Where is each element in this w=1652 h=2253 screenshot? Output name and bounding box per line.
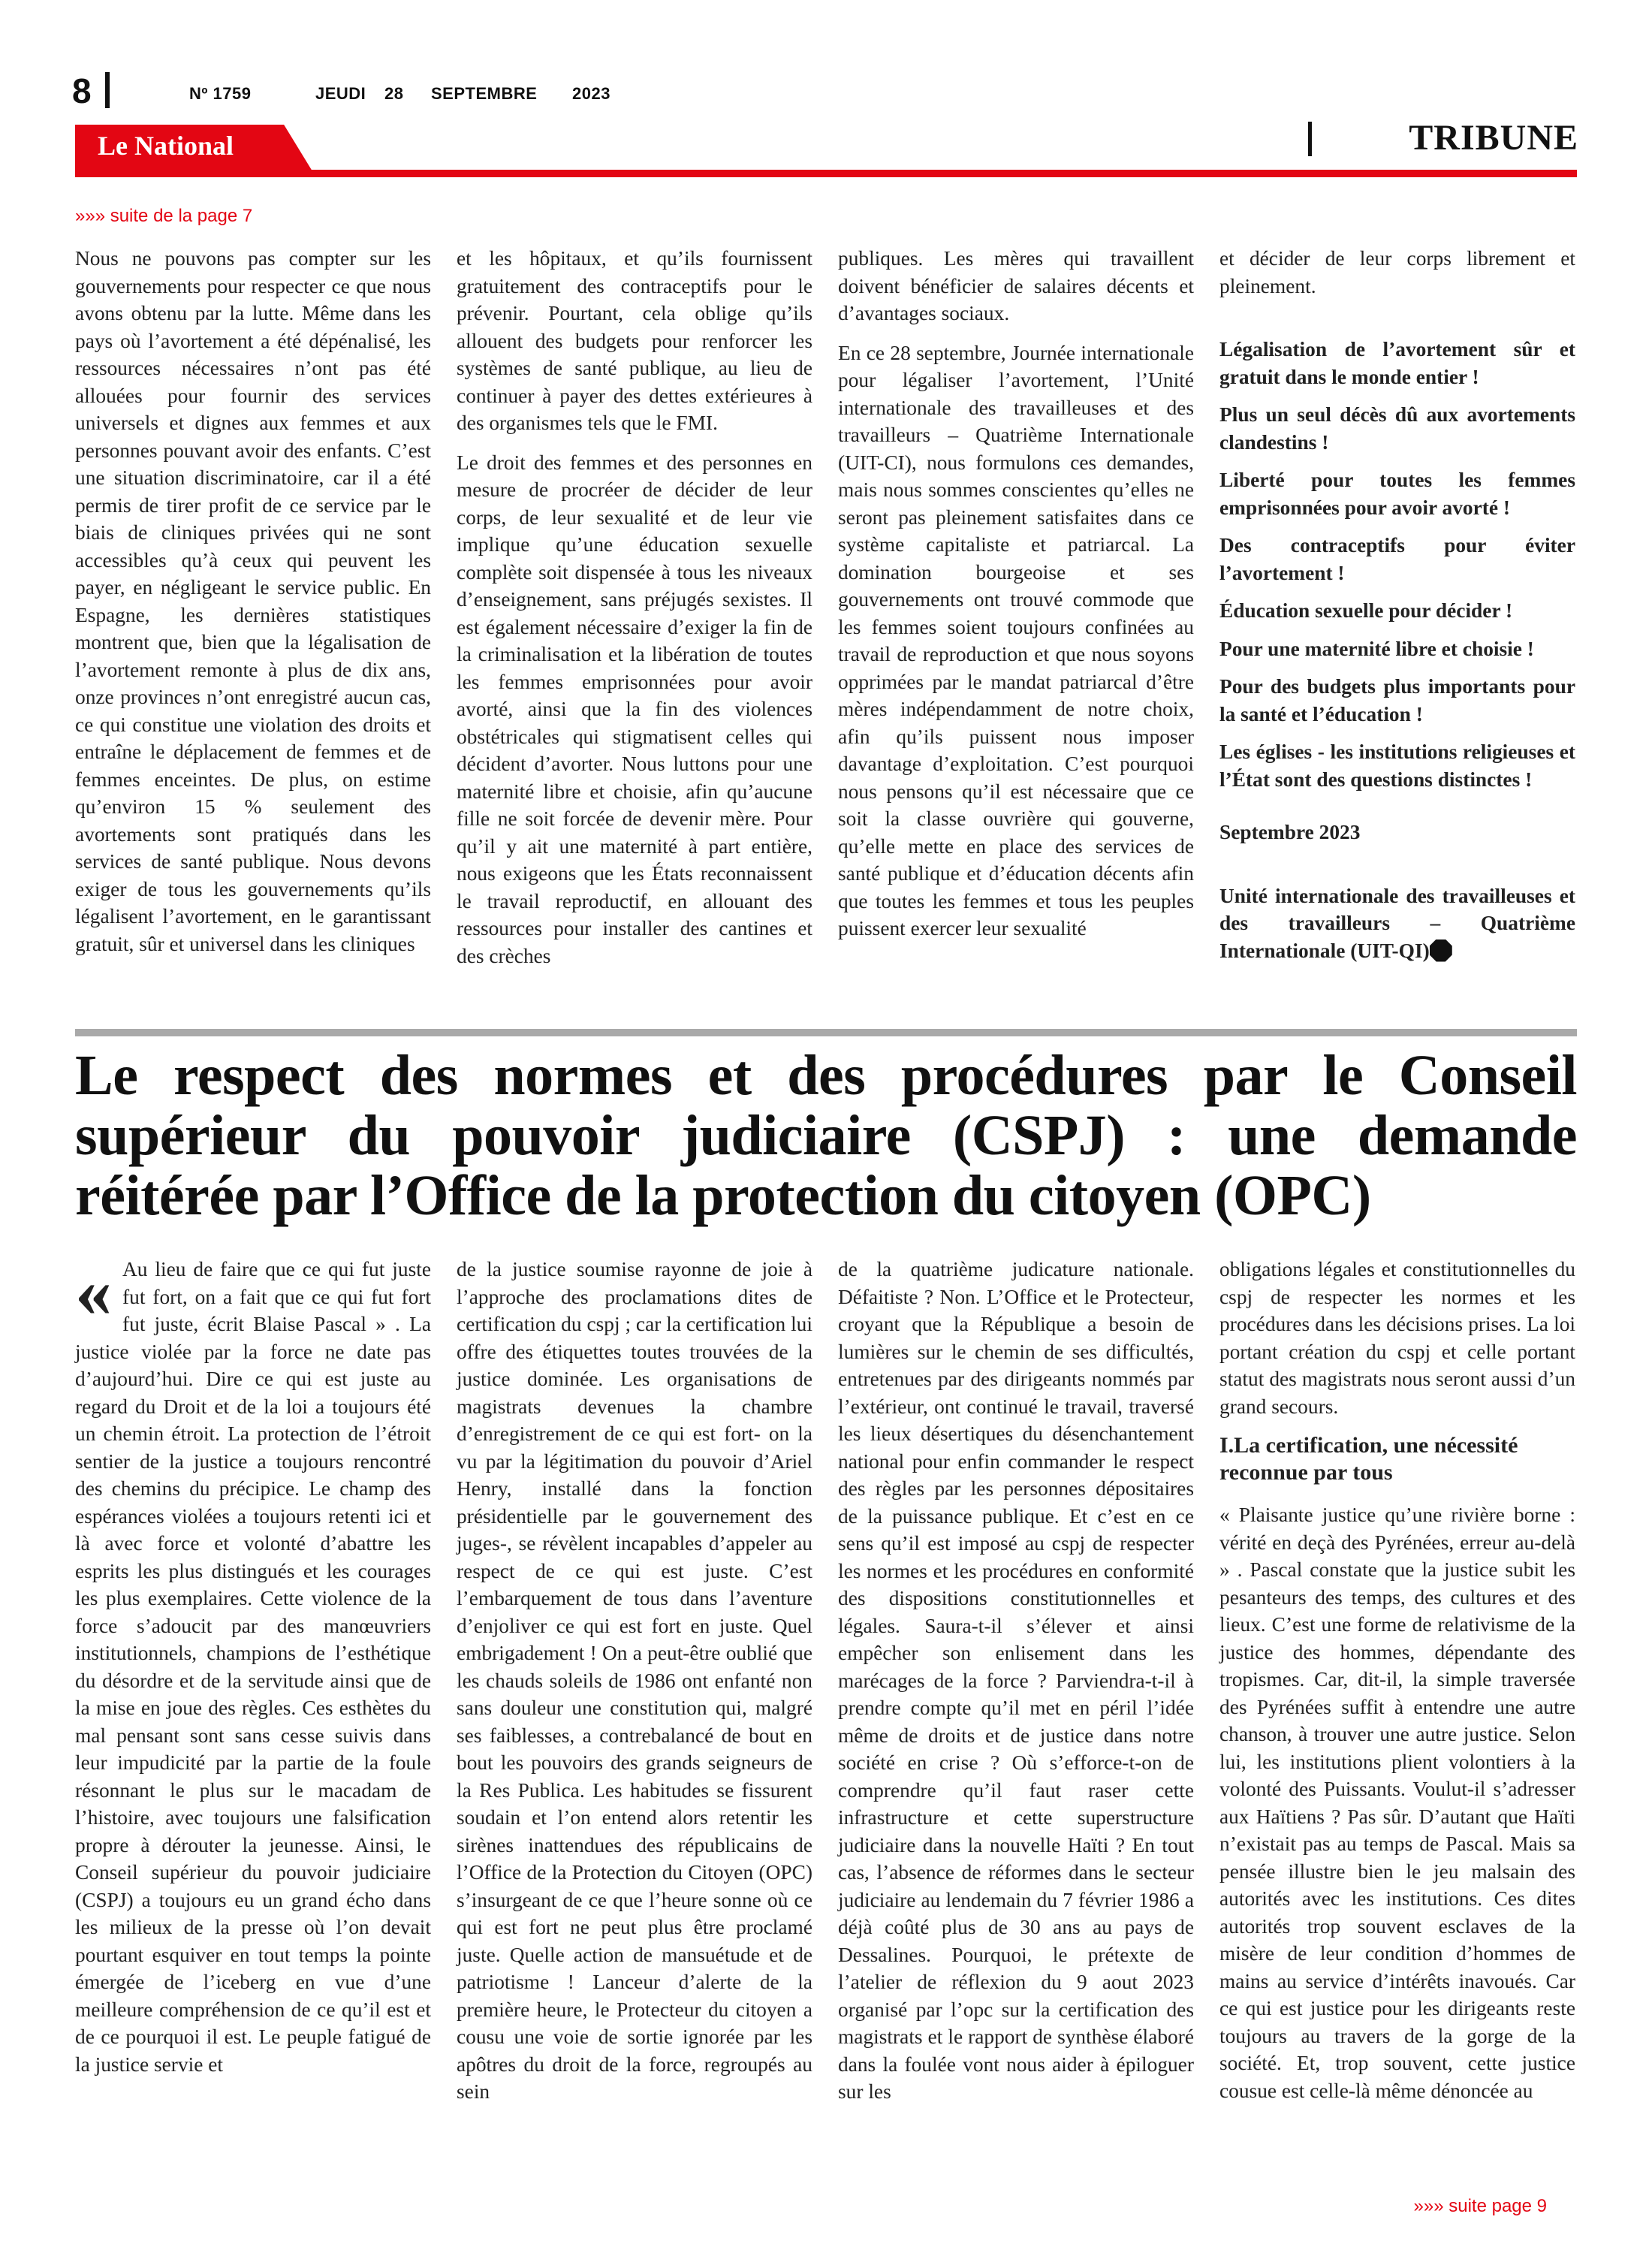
paragraph: obligations légales et constitutionnelles du cspj de respecter les normes et les procédures dans les décisions prises. La loi portant création du cspj et celle portant statut des magistrats nous seront aussi d’un grand secours. <box>1219 1258 1575 1418</box>
issue-year: 2023 <box>572 84 610 103</box>
paragraph: de la quatrième judicature nationale. Défaitiste ? Non. L’Office et le Protecteur, croyant que la République a besoin de lumières sur le chemin de ses difficultés, entretenues par des dirigeants nommés par l’extérieur, ont continué le travail, traversé les lieux désertiques du désenchantement national pour enfin commander le respect des règles par les personnes dépositaires de la puissance publique. Et c’est en ce sens qu’il est imposé au cspj de respecter les normes et les procédures en conformité des dispositions constitutionnelles et légales. Saura-t-il s’élever et ainsi empêcher son enlisement dans les marécages de la force ? Parviendra-t-il à prendre compte qu’il met en péril l’idée même de droits et de justice dans notre société en crise ? Où s’efforce-t-on de comprendre qu’il faut raser cette infrastructure et cette superstructure judiciaire dans la nouvelle Haïti ? En tout cas, l’absence de réformes dans le secteur judiciaire au lendemain du 7 février 1986 a déjà coûté plus de 30 ans au pays de Dessalines. Pourquoi, le prétexte de l’atelier de réflexion du 9 aout 2023 organisé par l’opc sur la certification des magistrats et le rapport de synthèse élaboré dans la foulée vont nous aider à épiloguer sur les <box>838 1258 1194 2103</box>
article-separator <box>75 1029 1577 1036</box>
article1-column-4 <box>1219 245 1575 975</box>
issue-month: SEPTEMBRE <box>431 84 538 103</box>
page-number: 8 <box>72 71 92 110</box>
signature <box>1219 882 1575 965</box>
paragraph: et les hôpitaux, et qu’ils fournissent gratuitement des contraceptifs pour le prévenir. Pourtant, cela oblige qu’ils allouent des budgets pour renforcer les systèmes de santé publique, au lieu de continuer à payer des dettes extérieures à des organismes tels que le FMI. <box>457 247 812 434</box>
article2-column-4 <box>1219 1256 1575 2104</box>
article1-column-3 <box>838 245 1194 943</box>
slogan: Les églises - les institutions religieuses et l’État sont des questions distinctes ! <box>1219 740 1575 791</box>
slogan: Éducation sexuelle pour décider ! <box>1219 599 1513 622</box>
slogan: Des contraceptifs pour éviter l’avortement ! <box>1219 534 1575 584</box>
continued-from-link[interactable]: »»» suite de la page 7 <box>75 206 253 226</box>
issue-day: JEUDI <box>315 84 366 103</box>
slogan: Pour des budgets plus importants pour la santé et l’éducation ! <box>1219 675 1575 725</box>
slogan: Plus un seul décès dû aux avortements clandestins ! <box>1219 403 1575 454</box>
opening-quote-mark: « <box>75 1251 112 1332</box>
issue-date-day: 28 <box>384 84 404 103</box>
continued-to-link[interactable]: »»» suite page 9 <box>1413 2196 1547 2216</box>
paragraph: En ce 28 septembre, Journée internationale pour légaliser l’avortement, l’Unité internationale des travailleuses et des travailleurs – Quatrième Internationale (UIT-CI), nous formulons ces demandes, mais nous sommes conscientes qu’elles ne seront pas pleinement satisfaites dans ce système capitaliste et patriarcal. La domination bourgeoise et ses gouvernements ont trouvé commode que les femmes soient toujours confinées au travail de reproduction et que nous soyons opprimées par le mandat patriarcal d’être mères indépendamment de notre choix, afin qu’ils puissent nous imposer davantage d’exploitation. C’est pourquoi nous pensons qu’il est nécessaire que ce soit la classe ouvrière qui gouverne, qu’elle mette en place des services de santé publique et d’éducation décents afin que toutes les femmes et tous les peuples puissent exercer leur sexualité <box>838 341 1194 940</box>
paragraph: publiques. Les mères qui travaillent doivent bénéficier de salaires décents et d’avantages sociaux. <box>838 247 1194 324</box>
article1-column-2 <box>457 245 812 970</box>
paragraph: et décider de leur corps librement et pleinement. <box>1219 247 1575 297</box>
signature-text: Unité internationale des travailleuses et des travailleurs – Quatrième Internationale (UIT-QI) <box>1219 884 1575 962</box>
slogan: Pour une maternité libre et choisie ! <box>1219 637 1534 660</box>
header-divider <box>105 72 110 108</box>
header-rule <box>75 170 1577 177</box>
paragraph: Nous ne pouvons pas compter sur les gouvernements pour respecter ce que nous avons obtenu par la lutte. Même dans les pays où l’avortement a été dépénalisé, les ressources nécessaires n’ont pas été allouées pour fournir des services universels et dignes aux femmes et aux personnes pouvant avoir des enfants. C’est une situation discriminatoire, car il a été permis de tirer profit de ce service par le biais de cliniques privées qui ne sont accessibles qu’à ceux qui peuvent les payer, en négligeant le service public. En Espagne, les dernières statistiques montrent que, bien que la légalisation de l’avortement remonte à plus de dix ans, onze provinces n’ont enregistré aucun cas, ce qui constitue une violation des droits et entraîne le déplacement de femmes et de femmes enceintes. De plus, on estime qu’environ 15 % seulement des avortements sont pratiqués dans les services de santé publique. Nous devons exiger de tous les gouvernements qu’ils légalisent l’avortement, en le garantissant gratuit, sûr et universel dans les cliniques <box>75 247 431 955</box>
end-of-article-icon <box>1430 940 1452 962</box>
brand-logo-text: Le National <box>98 131 234 161</box>
section-subheading: I.La certification, une nécessité reconnue par tous <box>1219 1433 1518 1485</box>
paragraph: de la justice soumise rayonne de joie à l’approche des proclamations dites de certification du cspj ; car la certification lui offre des étiquettes toutes trouvées de la justice dominée. Les organisations de magistrats devenues la chambre d’enregistrement de ce qui est fort- on la vu par la légitimation du pouvoir d’Ariel Henry, installé dans la fonction présidentielle par le gouvernement des juges-, se révèlent incapables d’appeler au respect de ce qui est juste. C’est l’embarquement de tous dans l’aventure d’enjoliver ce qui est fort en juste. Quel embrigadement ! On a peut-être oublié que les chauds soleils de 1986 ont enfanté non sans douleur une constitution qui, malgré ses faiblesses, a contrebalancé de bout en bout les pouvoirs des grands seigneurs de la Res Publica. Les habitudes se fissurent soudain et l’on entend alors retentir les sirènes inattendues des républicains de l’Office de la Protection du Citoyen (OPC) s’insurgeant de ce que l’heure sonne où ce qui est fort ne peut plus être proclamé juste. Quelle action de mansuétude et de patriotisme ! Lanceur d’alerte de la première heure, le Protecteur du citoyen a cousu une voie de sortie ignorée par les apôtres du droit de la force, regroupés au sein <box>457 1258 812 2103</box>
article2-column-1 <box>75 1251 431 2078</box>
date-line: Septembre 2023 <box>1219 821 1361 843</box>
slogan: Liberté pour toutes les femmes emprisonnées pour avoir avorté ! <box>1219 469 1575 519</box>
article2-headline: Le respect des normes et des procédures par le Conseil supérieur du pouvoir judiciaire (CSPJ) : une demande réitérée par l’Office de la protection du citoyen (OPC) <box>75 1044 1577 1227</box>
issue-number: Nº 1759 <box>189 84 252 103</box>
paragraph: Au lieu de faire que ce qui fut juste fut fort, on a fait que ce qui fut fort fut juste, écrit Blaise Pascal » . La justice violée par la force ne date pas d’aujourd’hui. Dire ce qui est juste au regard du Droit et de la loi a toujours été un chemin étroit. La protection de l’étroit sentier de la justice a toujours rencontré des chemins du précipice. Le champ des espérances violées a toujours retenti ici et là avec force et volonté d’abattre les esprits les plus distingués et les courages les plus exemplaires. Cette violence de la force s’adoucit par des manœuvriers institutionnels, champions de l’esthétique du désordre et de la servitude ainsi que de la mise en joue des règles. Ces esthètes du mal pensant sont sans cesse suivis dans leur impudicité par la partie de la foule résonnant le plus sur le macadam de l’histoire, avec toujours une falsification propre à dérouter la jeunesse. Ainsi, le Conseil supérieur du pouvoir judiciaire (CSPJ) a toujours eu un grand écho dans les milieux de la presse où l’on devait pourtant esquiver en tout temps la pointe émergée de l’iceberg en vue d’une meilleure compréhension de ce qu’il est et de ce pourquoi il est. Le peuple fatigué de la justice servie et <box>75 1258 431 2076</box>
article1-column-1 <box>75 245 431 958</box>
paragraph: Le droit des femmes et des personnes en mesure de procréer de décider de leur corps, de leur sexualité et de leur vie implique qu’une éducation sexuelle complète soit dispensée à tous les niveaux d’enseignement, sans préjugés sexistes. Il est également nécessaire d’exiger la fin de la criminalisation et la libération de toutes les femmes emprisonnées pour avoir avorté, ainsi que la fin des violences obstétricales qui stigmatisent celles qui décident d’avorter. Nous luttons pour une maternité libre et choisie, afin qu’aucune fille ne soit forcée de devenir mère. Pour qu’il y ait une maternité à part entière, nous exigeons que les États reconnaissent le travail reproductif, en allouant des ressources pour installer des cantines et des crèches <box>457 451 812 967</box>
article2-column-3 <box>838 1256 1194 2106</box>
article2-column-2 <box>457 1256 812 2106</box>
slogan: Légalisation de l’avortement sûr et gratuit dans le monde entier ! <box>1219 338 1575 388</box>
section-divider <box>1308 122 1312 156</box>
paragraph: « Plaisante justice qu’une rivière borne : vérité en deçà des Pyrénées, erreur au-delà » . Pascal constate que la justice subit les pesanteurs des temps, des cultures et des lieux. C’est une forme de relativisme de la justice des hommes, dépendante des tropismes. Car, dit-il, la simple traversée des Pyrénées suffit à entendre une autre chanson, à trouver une autre justice. Selon lui, les institutions plient volontiers à la volonté des Puissants. Voulut-il s’adresser aux Haïtiens ? Pas sûr. D’autant que Haïti n’existait pas au temps de Pascal. Mais sa pensée illustre bien le jeu malsain des autorités avec les institutions. Ces dites autorités trop souvent esclaves de la misère de leur condition d’hommes de mains au service d’intérêts inavoués. Car ce qui est justice pour les dirigeants reste toujours au travers de la gorge de la société. Et, trop souvent, cette justice cousue est celle-là même dénoncée au <box>1219 1504 1575 2102</box>
section-title: TRIBUNE <box>1409 118 1578 158</box>
